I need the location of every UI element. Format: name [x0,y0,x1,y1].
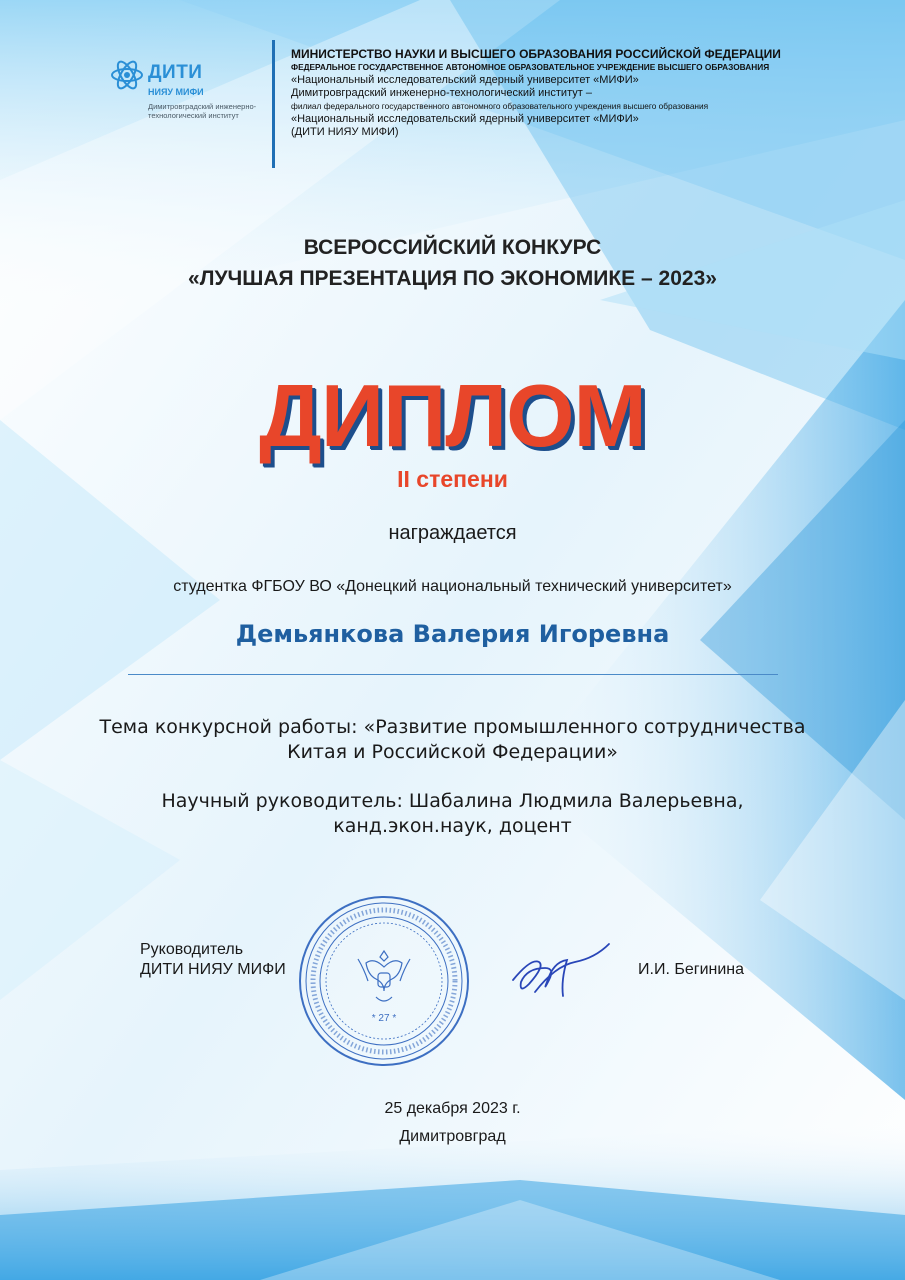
logo-name: ДИТИ [148,62,203,83]
logo-subname: НИЯУ МИФИ [148,87,204,97]
header-branch: филиал федерального государственного автономного образовательного учреждения высшего образования [291,101,709,111]
header-university: «Национальный исследовательский ядерный университет «МИФИ» [291,74,639,86]
contest-title-line1: ВСЕРОССИЙСКИЙ КОНКУРС [303,236,602,259]
scientific-supervisor [0,789,905,839]
supervisor-line1: Научный руководитель: Шабалина Людмила Валерьевна, [161,790,744,812]
name-underline [128,674,778,675]
header-abbreviation: (ДИТИ НИЯУ МИФИ) [291,126,399,138]
work-topic [0,715,905,765]
awarded-text: награждается [388,522,517,544]
header-institution-type: ФЕДЕРАЛЬНОЕ ГОСУДАРСТВЕННОЕ АВТОНОМНОЕ ОБРАЗОВАТЕЛЬНОЕ УЧРЕЖДЕНИЕ ВЫСШЕГО ОБРАЗОВАНИЯ [291,62,770,72]
atom-icon [110,58,144,92]
work-topic-line2: Китая и Российской Федерации» [287,741,618,763]
supervisor-line2: канд.экон.наук, доцент [333,815,572,837]
header-divider [272,40,275,168]
header-institute: Димитровградский инженерно-технологический институт – [291,87,592,99]
issue-city: Димитровград [399,1128,506,1145]
work-topic-line1: Тема конкурсной работы: «Развитие промышленного сотрудничества [99,716,806,738]
signer-role [140,940,286,980]
diploma-title: ДИПЛОМ [259,366,646,465]
institute-logo [110,58,270,148]
logo-description: Димитровградский инженерно-технологический институт [148,102,257,120]
seal-number: * 27 * [371,1013,397,1024]
contest-title-line2: «ЛУЧШАЯ ПРЕЗЕНТАЦИЯ ПО ЭКОНОМИКЕ – 2023» [188,267,717,290]
header-university-2: «Национальный исследовательский ядерный университет «МИФИ» [291,113,639,125]
diploma-degree: II степени [397,466,508,492]
recipient-description: студентка ФГБОУ ВО «Донецкий национальный технический университет» [173,578,732,595]
issue-date: 25 декабря 2023 г. [384,1100,521,1117]
handwritten-signature [505,940,615,1006]
ministry-header [291,48,851,139]
official-seal [296,893,472,1069]
recipient-name: Демьянкова Валерия Игоревна [235,620,670,648]
signer-name: И.И. Бегинина [638,961,745,978]
signer-role-line2: ДИТИ НИЯУ МИФИ [140,961,286,978]
signer-role-line1: Руководитель [140,941,244,958]
contest-title [0,232,905,294]
header-ministry: МИНИСТЕРСТВО НАУКИ И ВЫСШЕГО ОБРАЗОВАНИЯ РОССИЙСКОЙ ФЕДЕРАЦИИ [291,47,781,61]
